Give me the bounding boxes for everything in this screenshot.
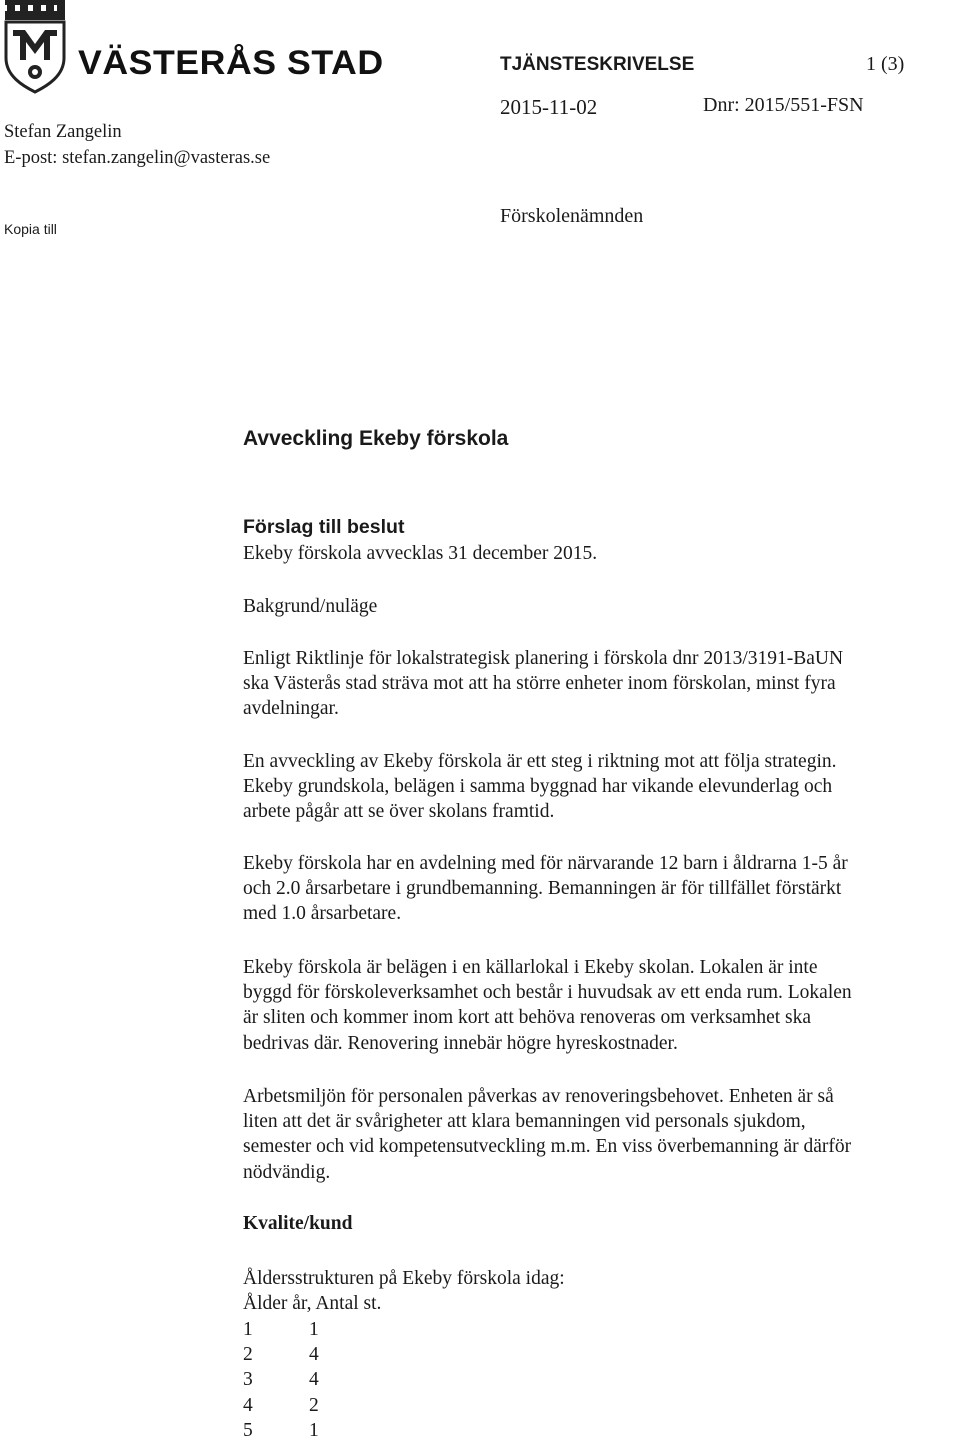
- vasteras-crest-logo: [3, 0, 67, 94]
- paragraph-line: nödvändig.: [243, 1161, 331, 1183]
- paragraph-line: semester och vid kompetensutveckling m.m. En viss överbemanning är därför: [243, 1136, 852, 1158]
- background-heading: Bakgrund/nuläge: [243, 596, 378, 617]
- age-row: [243, 1393, 319, 1418]
- paragraph-5: [243, 1084, 955, 1185]
- quality-heading: Kvalite/kund: [243, 1213, 353, 1234]
- page-number: 1 (3): [866, 53, 905, 75]
- paragraph-line: ska Västerås stad sträva mot att ha större enheter inom förskolan, minst fyra: [243, 673, 836, 695]
- paragraph-line: Enligt Riktlinje för lokalstrategisk planering i förskola dnr 2013/3191-BaUN: [243, 648, 844, 669]
- age-value: 3: [243, 1369, 253, 1391]
- paragraph-line: arbete pågår att se över skolans framtid.: [243, 801, 555, 823]
- age-value: 2: [243, 1344, 253, 1366]
- paragraph-line: En avveckling av Ekeby förskola är ett steg i riktning mot att följa strategin.: [243, 751, 837, 772]
- paragraph-line: Ekeby förskola har en avdelning med för närvarande 12 barn i åldrarna 1-5 år: [243, 853, 848, 874]
- recipient: Förskolenämnden: [500, 205, 644, 227]
- copy-label: Kopia till: [4, 221, 57, 237]
- age-row: [243, 1317, 319, 1342]
- author-email: E-post: stefan.zangelin@vasteras.se: [4, 148, 271, 168]
- proposal-text: Ekeby förskola avvecklas 31 december 2015.: [243, 543, 598, 564]
- paragraph-1: [243, 646, 955, 722]
- age-count: 1: [309, 1419, 319, 1441]
- document-date: 2015-11-02: [500, 95, 598, 119]
- age-row: [243, 1418, 319, 1443]
- paragraph-line: är sliten och kommer inom kort att behöva renoveras om verksamhet ska: [243, 1007, 812, 1029]
- age-count: 1: [309, 1319, 319, 1340]
- age-intro: Åldersstrukturen på Ekeby förskola idag:: [243, 1268, 565, 1289]
- paragraph-line: liten att det är svårigheter att klara bemanningen vid personals sjukdom,: [243, 1111, 806, 1133]
- paragraph-4: [243, 955, 955, 1056]
- paragraph-line: avdelningar.: [243, 698, 339, 720]
- paragraph-line: bedrivas där. Renovering innebär högre hyreskostnader.: [243, 1032, 678, 1054]
- age-row: [243, 1342, 319, 1367]
- age-value: 1: [243, 1319, 253, 1340]
- paragraph-line: med 1.0 årsarbetare.: [243, 903, 402, 925]
- age-table-header: Ålder år, Antal st.: [243, 1293, 382, 1314]
- age-count: 4: [309, 1369, 319, 1391]
- document-type: TJÄNSTESKRIVELSE: [500, 54, 695, 75]
- age-count: 2: [309, 1394, 319, 1416]
- document-title: Avveckling Ekeby förskola: [243, 427, 509, 450]
- age-row: [243, 1367, 319, 1392]
- document-dnr: Dnr: 2015/551-FSN: [703, 94, 864, 116]
- paragraph-line: Ekeby förskola är belägen i en källarlokal i Ekeby skolan. Lokalen är inte: [243, 957, 818, 978]
- paragraph-line: Ekeby grundskola, belägen i samma byggnad har vikande elevunderlag och: [243, 776, 833, 798]
- age-count: 4: [309, 1344, 319, 1366]
- age-value: 5: [243, 1419, 253, 1441]
- proposal-heading: Förslag till beslut: [243, 516, 405, 538]
- age-table: [243, 1317, 319, 1443]
- paragraph-2: [243, 749, 955, 825]
- paragraph-3: [243, 851, 955, 927]
- paragraph-line: byggd för förskoleverksamhet och består i huvudsak av ett enda rum. Lokalen: [243, 982, 852, 1004]
- age-value: 4: [243, 1394, 253, 1416]
- author-name: Stefan Zangelin: [4, 122, 122, 142]
- logo-wordmark: VÄSTERÅS STAD: [78, 44, 384, 82]
- paragraph-line: och 2.0 årsarbetare i grundbemanning. Bemanningen är för tillfället förstärkt: [243, 878, 842, 900]
- paragraph-line: Arbetsmiljön för personalen påverkas av renoveringsbehovet. Enheten är så: [243, 1086, 834, 1107]
